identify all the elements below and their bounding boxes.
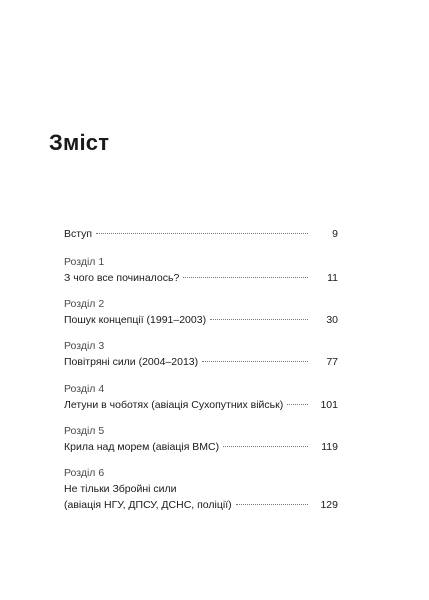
toc-entry-title: З чого все починалось? — [64, 272, 180, 284]
toc-entry-chapter-4[interactable] — [64, 381, 338, 413]
toc-page-number: 119 — [321, 441, 338, 453]
chapter-label: Розділ 2 — [64, 298, 105, 310]
toc-line — [64, 270, 338, 286]
toc-page-number: 101 — [320, 399, 338, 411]
toc-page-number: 77 — [326, 356, 338, 368]
dot-leader — [183, 277, 308, 278]
toc-page-number: 30 — [326, 314, 338, 326]
toc-line — [64, 312, 338, 328]
dot-leader — [287, 404, 308, 405]
dot-leader — [202, 361, 308, 362]
dot-leader — [96, 233, 308, 234]
dot-leader — [236, 504, 308, 505]
toc-entry-title: Пошук концепції (1991–2003) — [64, 314, 207, 326]
dot-leader — [223, 446, 308, 447]
toc-entry-chapter-5[interactable] — [64, 423, 338, 455]
chapter-label: Розділ 4 — [64, 383, 105, 395]
toc-entry-chapter-6[interactable] — [64, 465, 338, 513]
toc-entry-chapter-1[interactable] — [64, 254, 338, 286]
page-title: Зміст — [49, 130, 110, 155]
chapter-label: Розділ 3 — [64, 340, 105, 352]
chapter-label: Розділ 6 — [64, 467, 105, 479]
chapter-label: Розділ 5 — [64, 425, 105, 437]
toc-line — [64, 226, 338, 242]
toc-page-number: 9 — [332, 228, 338, 240]
toc-line — [64, 439, 338, 455]
toc-line — [64, 397, 338, 413]
toc-line — [64, 497, 338, 513]
toc-entry-title: Летуни в чоботях (авіація Сухопутних військ) — [64, 399, 284, 411]
toc-line — [64, 481, 338, 497]
toc-entry-title: Вступ — [64, 228, 93, 240]
toc-entry-title: Не тільки Збройні сили — [64, 483, 177, 495]
toc-page-number: 11 — [327, 272, 338, 284]
toc-entry-title: Повітряні сили (2004–2013) — [64, 356, 199, 368]
toc-entry-title-continued: (авіація НГУ, ДПСУ, ДСНС, поліції) — [64, 499, 232, 511]
toc-page-number: 129 — [320, 499, 338, 511]
toc-entry-chapter-3[interactable] — [64, 338, 338, 370]
toc-line — [64, 354, 338, 370]
toc-entry-chapter-2[interactable] — [64, 296, 338, 328]
toc-entry-intro[interactable] — [64, 226, 338, 242]
dot-leader — [210, 319, 308, 320]
toc-entry-title: Крила над морем (авіація ВМС) — [64, 441, 220, 453]
chapter-label: Розділ 1 — [64, 256, 105, 268]
